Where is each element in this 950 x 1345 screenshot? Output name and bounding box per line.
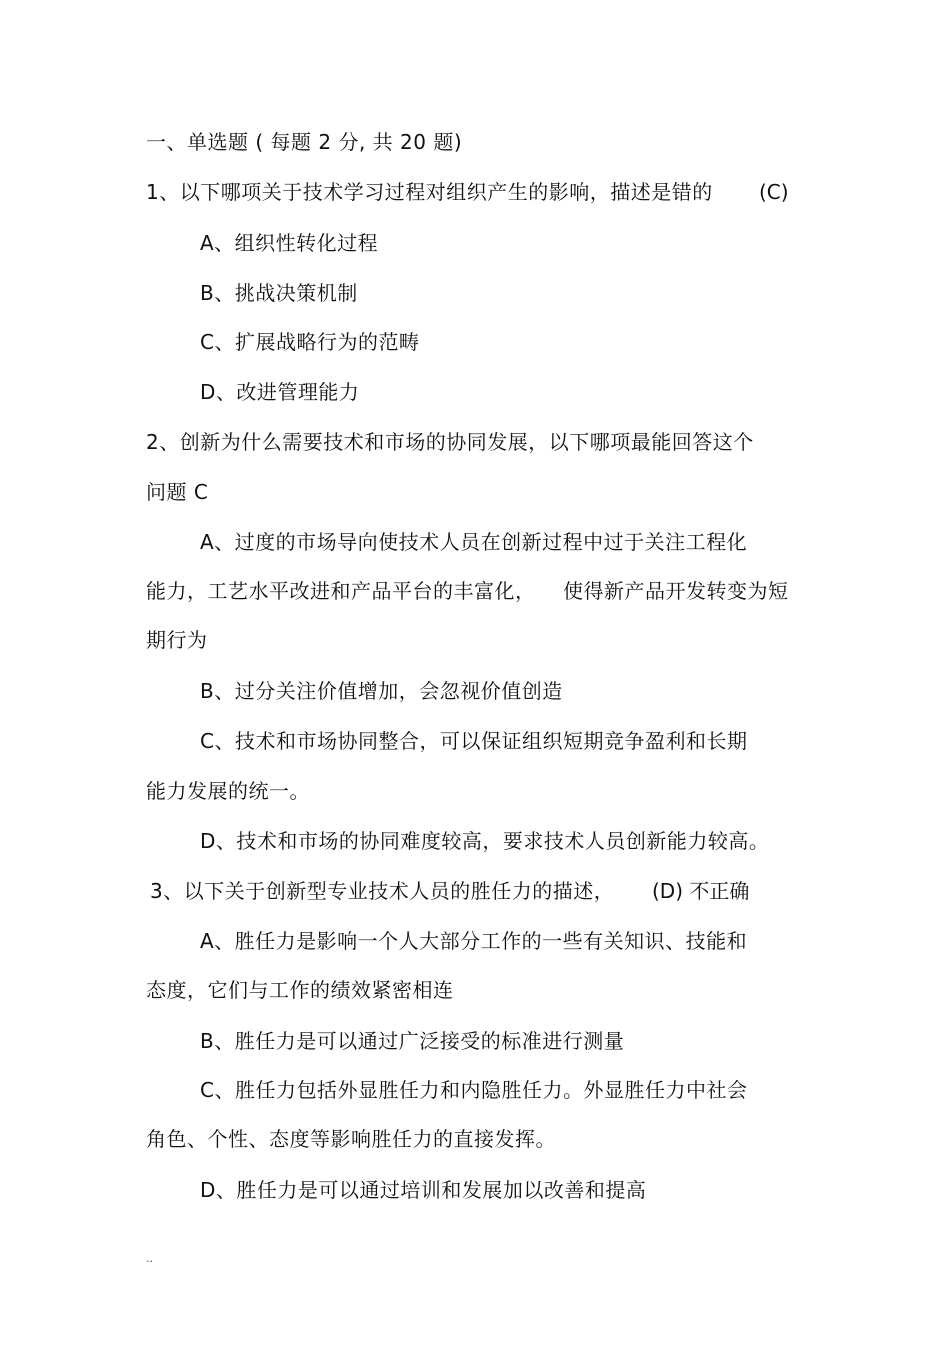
question-3-option-c-line-2: 角色、个性、态度等影响胜任力的直接发挥。 — [146, 1127, 556, 1151]
question-1-option-a: A、组织性转化过程 — [200, 231, 379, 255]
question-2-option-a-line-1: A、过度的市场导向使技术人员在创新过程中过于关注工程化 — [200, 530, 748, 554]
question-1-option-c: C、扩展战略行为的范畴 — [200, 330, 420, 354]
question-1-stem: 1、以下哪项关于技术学习过程对组织产生的影响，描述是错的 — [146, 180, 713, 204]
question-1-option-b: B、挑战决策机制 — [200, 281, 358, 305]
question-2-option-c-line-2: 能力发展的统一。 — [146, 779, 310, 803]
question-3-option-c-line-1: C、胜任力包括外显胜任力和内隐胜任力。外显胜任力中社会 — [200, 1078, 748, 1102]
question-3-option-d: D、胜任力是可以通过培训和发展加以改善和提高 — [200, 1178, 647, 1202]
question-3-option-a-line-1: A、胜任力是影响一个人大部分工作的一些有关知识、技能和 — [200, 929, 748, 953]
question-2-option-c-line-1: C、技术和市场协同整合，可以保证组织短期竞争盈利和长期 — [200, 729, 748, 753]
question-1-answer: (C) — [759, 180, 789, 204]
question-1-option-d: D、改进管理能力 — [200, 380, 360, 404]
question-2-option-b: B、过分关注价值增加，会忽视价值创造 — [200, 679, 563, 703]
question-2-option-a-line-2a: 能力，工艺水平改进和产品平台的丰富化， — [146, 579, 536, 603]
question-2-stem-line-1: 2、创新为什么需要技术和市场的协同发展，以下哪项最能回答这个 — [146, 430, 754, 454]
question-3-answer: (D) 不正确 — [652, 879, 750, 903]
footer-mark: .. — [146, 1252, 153, 1265]
question-2-stem-line-2: 问题 C — [146, 480, 209, 504]
question-3-stem: 3、以下关于创新型专业技术人员的胜任力的描述， — [150, 879, 615, 903]
question-2-option-a-line-2b: 使得新产品开发转变为短 — [563, 579, 789, 603]
question-2-option-d: D、技术和市场的协同难度较高，要求技术人员创新能力较高。 — [200, 829, 770, 853]
question-3-option-b: B、胜任力是可以通过广泛接受的标准进行测量 — [200, 1029, 625, 1053]
section-title: 一、单选题 ( 每题 2 分, 共 20 题) — [146, 130, 463, 154]
question-2-option-a-line-3: 期行为 — [146, 628, 208, 652]
question-3-option-a-line-2: 态度，它们与工作的绩效紧密相连 — [146, 978, 454, 1002]
